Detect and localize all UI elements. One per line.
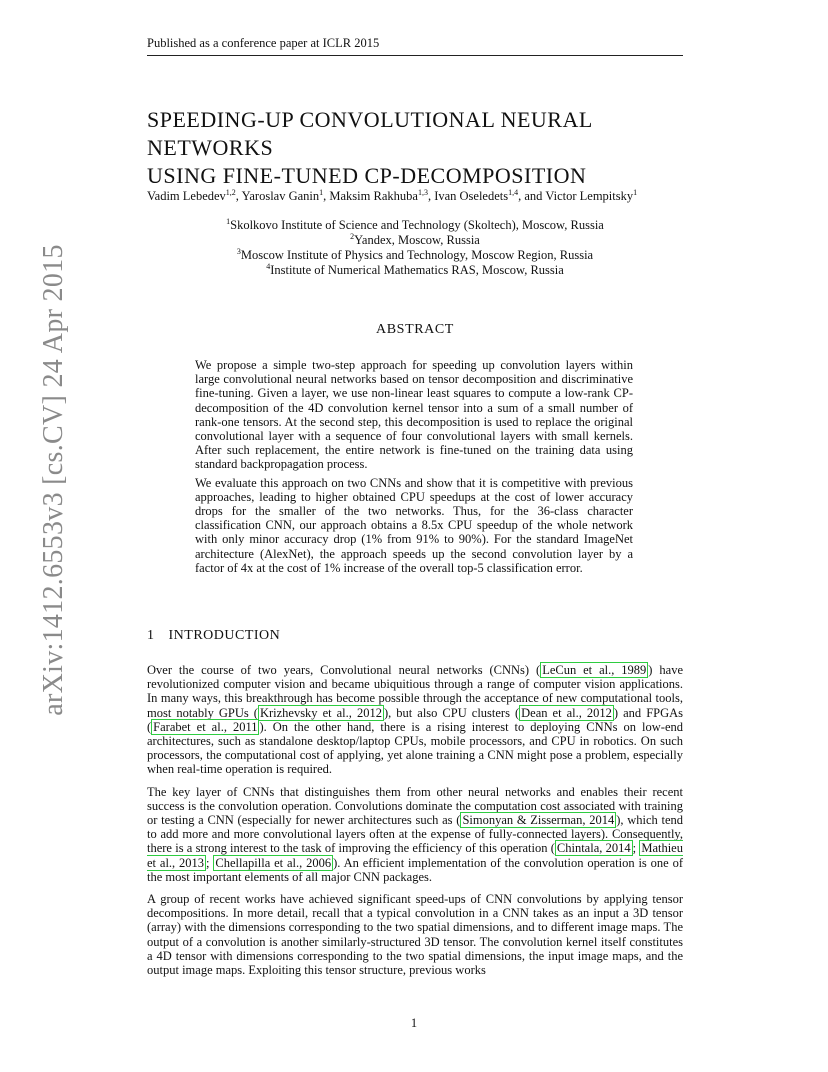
section-body	[147, 663, 683, 985]
title-line-2: USING FINE-TUNED CP-DECOMPOSITION	[147, 163, 587, 188]
section-title: INTRODUCTION	[168, 628, 281, 643]
paragraph-text: ), but also CPU clusters (	[383, 705, 520, 720]
affiliation-list	[147, 218, 683, 278]
section-heading	[147, 628, 683, 644]
abstract-body	[195, 358, 633, 579]
author-affiliation-marker: 1,2	[225, 187, 236, 197]
affiliation-line	[147, 233, 683, 248]
affiliation-text: Institute of Numerical Mathematics RAS, Moscow, Russia	[270, 263, 564, 277]
body-paragraph: A group of recent works have achieved significant speed-ups of CNN convolutions by applying tensor decompositions. In more detail, recall that a typical convolution in a CNN takes as an input a 3D tensor (array) with the dimensions corresponding to the two spatial dimensions, and to different image maps. The output of a convolution is another similarly-structured 3D tensor. The convolution kernel itself constitutes a 4D tensor with dimensions corresponding to the two spatial dimensions, the input image maps, and the output image maps. Exploiting this tensor structure, previous works	[147, 892, 683, 978]
author-name: Yaroslav Ganin	[241, 189, 320, 203]
citation-link[interactable]: Krizhevsky et al., 2012	[259, 705, 382, 720]
abstract-paragraph: We propose a simple two-step approach for speeding up convolution layers within large convolutional neural networks based on tensor decomposition and discriminative fine-tuning. Given a layer, we use non-linear least squares to compute a low-rank CP-decomposition of the 4D convolution kernel tensor into a sum of a small number of rank-one tensors. At the second step, this decomposition is used to replace the original convolutional layer with a sequence of four convolutional layers with small kernels. After such replacement, the entire network is fine-tuned on the training data using standard backpropagation process.	[195, 358, 633, 472]
author-name: Maksim Rakhuba	[329, 189, 418, 203]
paragraph-text: ). On the other hand, there is a rising interest to deploying CNNs on low-end architectures, such as standalone desktop/laptop CPUs, mobile processors, and CPU in robotics. On such processors, the computational cost of applying, yet alone training a CNN might pose a problem, especially when real-time operation is required.	[147, 719, 683, 777]
paragraph-text: ;	[206, 855, 214, 870]
affiliation-number: 4	[266, 261, 271, 271]
affiliation-number: 3	[236, 246, 241, 256]
paragraph-text: ). An efficient implementation of the convolution operation is one of the most important elements of all major CNN packages.	[147, 855, 683, 884]
citation-link[interactable]: Chintala, 2014	[556, 841, 631, 856]
paragraph-text: Over the course of two years, Convolutional neural networks (CNNs) (	[147, 663, 541, 677]
abstract-paragraph: We evaluate this approach on two CNNs and show that it is competitive with previous approaches, leading to higher obtained CPU speedups at the cost of lower accuracy drops for the smaller of the two networks. Thus, for the 36-class character classification CNN, our approach obtains a 8.5x CPU speedup of the whole network with only minor accuracy drop (1% from 91% to 90%). For the standard ImageNet architecture (AlexNet), the approach speeds up the second convolution layer by a factor of 4x at the cost of 1% increase of the overall top-5 classification error.	[195, 475, 633, 575]
paragraph-text: ), which tend to add more and more convolutional layers often at the expense of fully-connected layers). Consequently, there is a strong interest to the task of improving the efficiency of this operation (	[147, 813, 683, 856]
author-affiliation-marker: 1,4	[508, 187, 519, 197]
author-name: Ivan Oseledets	[434, 189, 509, 203]
paper-title	[147, 106, 707, 190]
title-line-1: SPEEDING-UP CONVOLUTIONAL NEURAL NETWORKS	[147, 107, 592, 160]
arxiv-identifier: arXiv:1412.6553v3 [cs.CV] 24 Apr 2015	[38, 244, 69, 716]
abstract-heading	[147, 322, 683, 338]
page-number: 1	[410, 1016, 418, 1030]
affiliation-text: Yandex, Moscow, Russia	[354, 233, 480, 247]
citation-link[interactable]: Dean et al., 2012	[521, 705, 612, 720]
affiliation-number: 2	[350, 231, 355, 241]
running-header: Published as a conference paper at ICLR 2015	[147, 36, 683, 56]
affiliation-line	[147, 218, 683, 233]
paragraph-text: ) and FPGAs (	[147, 705, 684, 734]
paragraph-text: ) have revolutionized computer vision and became ubiquitious through a range of computer vision applications. In many ways, this breakthrough has become possible through the acceptance of new computational tools, most notably GPUs (	[147, 663, 683, 720]
citation-link[interactable]: Simonyan & Zisserman, 2014	[462, 813, 615, 828]
citation-link[interactable]: Farabet et al., 2011	[153, 719, 258, 734]
author-list: Vadim Lebedev$^{1,2}$, Yaroslav Ganin$^1$, Maksim Rakhuba$^{1,3}$, Ivan Oseledets$^{1,4}$, and Victor Lempitsky$^1$	[147, 187, 638, 203]
section-number: 1	[147, 628, 155, 643]
author-affiliation-marker: 1,3	[417, 187, 428, 197]
citation-link[interactable]: Chellapilla et al., 2006	[215, 855, 332, 870]
paragraph-text: ;	[632, 841, 640, 856]
affiliation-number: 1	[226, 216, 231, 226]
affiliation-text: Skolkovo Institute of Science and Technology (Skoltech), Moscow, Russia	[230, 218, 604, 232]
affiliation-line	[147, 248, 683, 263]
paragraph-text: The key layer of CNNs that distinguishes them from other neural networks and enables their recent success is the convolution operation. Convolutions dominate the computation cost associated with training or testing a CNN (especially for newer architectures such as (	[147, 784, 683, 828]
author-affiliation-marker: 1	[319, 187, 324, 197]
affiliation-line	[147, 263, 683, 278]
affiliation-text: Moscow Institute of Physics and Technology, Moscow Region, Russia	[240, 248, 594, 262]
author-affiliation-marker: 1	[633, 187, 638, 197]
citation-link[interactable]: LeCun et al., 1989	[542, 663, 647, 677]
citation-link[interactable]: Mathieu et al., 2013	[147, 841, 683, 870]
body-paragraph	[147, 663, 683, 777]
body-paragraph	[147, 785, 683, 884]
author-name: Vadim Lebedev	[147, 189, 226, 203]
abstract-heading-text: ABSTRACT	[376, 322, 454, 337]
author-name: Victor Lempitsky	[545, 189, 634, 203]
